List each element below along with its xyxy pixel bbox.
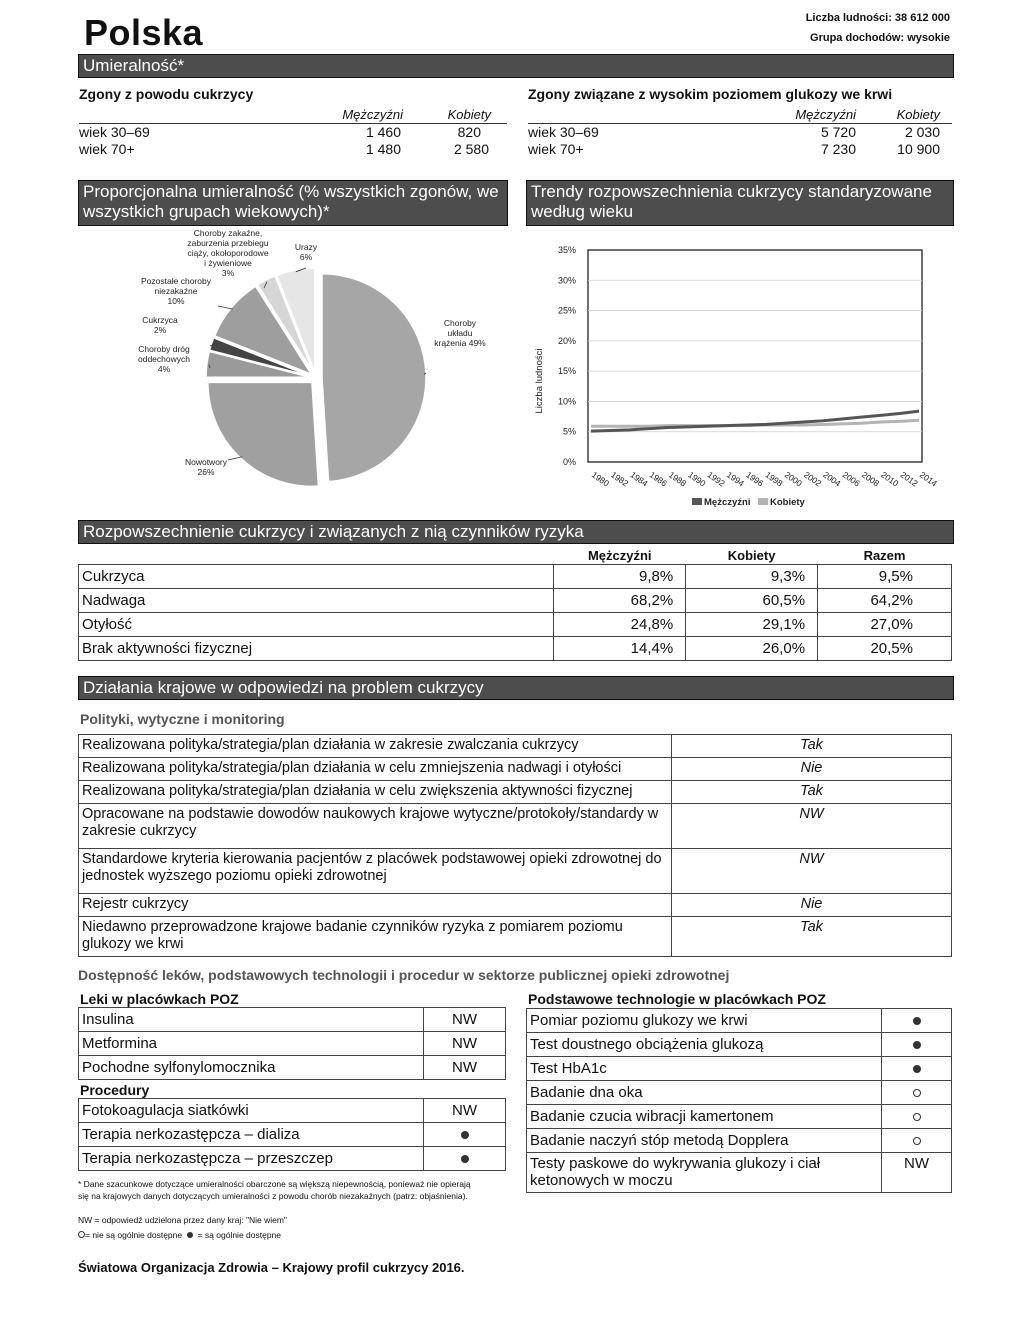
- table-row: Nadwaga 68,2% 60,5% 64,2%: [79, 589, 952, 613]
- medicines-title: Leki w placówkach POZ: [80, 991, 239, 1007]
- x-tick-label: 1998: [763, 469, 785, 489]
- legend-swatch: [758, 498, 768, 505]
- table-row: Fotokoagulacja siatkówki NW: [79, 1099, 506, 1123]
- table-row: Badanie naczyń stóp metodą Dopplera: [527, 1129, 952, 1153]
- y-axis-label: Liczba ludności: [534, 348, 545, 414]
- procedures-table: [78, 1098, 506, 1171]
- income-group: Grupa dochodów: wysokie: [810, 32, 950, 44]
- x-tick-label: 1980: [589, 469, 612, 489]
- table-row: wiek 30–69 1 460 820: [79, 123, 481, 140]
- note-nw: NW = odpowiedź udzielona przez dany kraj: "Nie wiem": [78, 1215, 287, 1225]
- y-tick-label: 0%: [562, 457, 576, 467]
- table-row: Pomiar poziomu glukozy we krwi: [527, 1009, 952, 1033]
- col-men: Mężczyźni: [587, 548, 652, 563]
- tech-title: Podstawowe technologie w placówkach POZ: [528, 991, 826, 1007]
- table-row: Test doustnego obciążenia glukozą: [527, 1033, 952, 1057]
- table-row: Badanie dna oka: [527, 1081, 952, 1105]
- x-tick-label: 1984: [628, 469, 650, 489]
- table-row: Metformina NW: [79, 1032, 506, 1056]
- table-row: Pochodne sylfonylomocznika NW: [79, 1056, 506, 1080]
- x-tick-label: 1988: [667, 469, 689, 489]
- pie-slice: [322, 274, 426, 482]
- x-tick-label: 2012: [898, 469, 920, 489]
- y-tick-label: 15%: [557, 366, 576, 377]
- country-title: Polska: [84, 12, 204, 53]
- available-dot-icon: [461, 1131, 469, 1139]
- not-available-ring-icon: [913, 1137, 921, 1145]
- y-tick-label: 5%: [562, 426, 576, 437]
- y-tick-label: 10%: [557, 396, 576, 407]
- pie-slice-label: Cukrzyca 2%: [142, 315, 178, 335]
- legend-label: Mężczyźni: [704, 497, 751, 508]
- table-row: wiek 70+ 1 480 2 580: [79, 140, 489, 157]
- pie-section-bar: Proporcjonalna umieralność (% wszystkich zgonów, we wszystkich grupach wiekowych)*: [78, 180, 508, 226]
- x-tick-label: 1996: [744, 469, 766, 489]
- pie-slice-label: Choroby dróg oddechowych 4%: [138, 344, 190, 374]
- table-row: wiek 30–69 5 720 2 030: [528, 123, 940, 140]
- x-tick-label: 2006: [840, 469, 862, 489]
- available-dot-icon: [913, 1065, 921, 1073]
- table-row: Brak aktywności fizycznej 14,4% 26,0% 20,5%: [79, 637, 952, 661]
- y-tick-label: 20%: [557, 335, 576, 346]
- y-tick-label: 35%: [557, 245, 576, 255]
- table-row: Cukrzyca 9,8% 9,3% 9,5%: [79, 565, 952, 589]
- not-available-ring-icon: [78, 1231, 85, 1238]
- x-tick-label: 1982: [609, 469, 631, 489]
- legend-label: Kobiety: [770, 497, 805, 508]
- table-row: Rejestr cukrzycy Nie: [79, 894, 952, 917]
- table-row: Terapia nerkozastępcza – przeszczep: [79, 1147, 506, 1171]
- table-row: Test HbA1c: [527, 1057, 952, 1081]
- table-row: Realizowana polityka/strategia/plan działania w celu zwiększenia aktywności fizycznej Tak: [79, 781, 952, 804]
- table-row: Realizowana polityka/strategia/plan działania w celu zmniejszenia nadwagi i otyłości Nie: [79, 758, 952, 781]
- pie-slice: [208, 382, 319, 486]
- table-row: Opracowane na podstawie dowodów naukowych krajowe wytyczne/protokoły/standardy w zakresie cukrzycy NW: [79, 804, 952, 849]
- col-total: Razem: [863, 548, 906, 563]
- risk-bar: Rozpowszechnienie cukrzycy i związanych z nią czynników ryzyka: [78, 520, 954, 544]
- pie-slice-label: Nowotwory 26%: [184, 457, 228, 477]
- x-tick-label: 1992: [705, 469, 727, 489]
- x-tick-label: 1994: [724, 469, 747, 489]
- diabetes-deaths-table: [79, 106, 507, 157]
- policies-table: [78, 734, 952, 957]
- col-men: Mężczyźni: [342, 106, 403, 122]
- table-row: Badanie czucia wibracji kamertonem: [527, 1105, 952, 1129]
- glucose-deaths-table: [528, 106, 952, 157]
- trend-line-chart: [526, 228, 954, 518]
- table-row: Testy paskowe do wykrywania glukozy i ciał ketonowych w moczu NW: [527, 1153, 952, 1193]
- x-tick-label: 2008: [859, 469, 882, 489]
- x-tick-label: 2000: [782, 469, 805, 489]
- pie-slice-label: Choroby układu krążenia 49%: [434, 318, 486, 348]
- trend-section-bar: Trendy rozpowszechnienia cukrzycy standaryzowane według wieku: [526, 180, 954, 226]
- table-row: Niedawno przeprowadzone krajowe badanie czynników ryzyka z pomiarem poziomu glukozy we krwi Tak: [79, 917, 952, 957]
- tech-table: [526, 1008, 952, 1193]
- footer: Światowa Organizacja Zdrowia – Krajowy profil cukrzycy 2016.: [78, 1260, 465, 1275]
- x-tick-label: 1990: [686, 469, 708, 489]
- legend-swatch: [692, 498, 702, 505]
- table-row: Insulina NW: [79, 1008, 506, 1032]
- x-tick-label: 1986: [647, 469, 669, 489]
- available-dot-icon: [913, 1041, 921, 1049]
- col-women: Kobiety: [896, 106, 940, 122]
- pie-slice-label: Choroby zakaźne, zaburzenia przebiegu ciąży, okołoporodowe i żywieniowe 3%: [187, 228, 269, 278]
- table-row: Standardowe kryteria kierowania pacjentów z placówek podstawowej opieki zdrowotnej do jednostek wyższego poziomu opieki zdrowotnej NW: [79, 849, 952, 894]
- glucose-deaths-title: Zgony związane z wysokim poziomem glukozy we krwi: [528, 86, 893, 102]
- pie-chart: [78, 228, 510, 518]
- population: Liczba ludności: 38 612 000: [805, 12, 950, 24]
- policies-title: Polityki, wytyczne i monitoring: [80, 711, 285, 727]
- table-row: Otyłość 24,8% 29,1% 27,0%: [79, 613, 952, 637]
- pie-slice-label: Pozostałe choroby niezakaźne 10%: [141, 276, 211, 306]
- x-tick-label: 2002: [802, 469, 824, 489]
- note-mortality: * Dane szacunkowe dotyczące umieralności obarczone są większą niepewnością, ponieważ nie opierają się na krajowych danych dotyczących umieralności z powodu chorób niezakaźnych (patrz: objaśnienia).: [78, 1179, 471, 1201]
- available-dot-icon: [187, 1232, 193, 1238]
- mortality-bar: Umieralność*: [78, 54, 954, 78]
- col-men: Mężczyźni: [795, 106, 856, 122]
- table-row: wiek 70+ 7 230 10 900: [528, 140, 940, 157]
- x-tick-label: 2014: [917, 469, 940, 489]
- diabetes-deaths-title: Zgony z powodu cukrzycy: [79, 86, 254, 102]
- note-legend: = nie są ogólnie dostępne = są ogólnie dostępne: [78, 1229, 281, 1241]
- y-tick-label: 30%: [557, 275, 576, 286]
- pie-slice-label: Urazy 6%: [294, 242, 318, 262]
- table-row: Realizowana polityka/strategia/plan działania w zakresie zwalczania cukrzycy Tak: [79, 735, 952, 758]
- x-tick-label: 2010: [879, 469, 901, 489]
- not-available-ring-icon: [913, 1113, 921, 1121]
- x-tick-label: 2004: [821, 469, 843, 489]
- table-row: Terapia nerkozastępcza – dializa: [79, 1123, 506, 1147]
- procedures-title: Procedury: [80, 1082, 150, 1098]
- national-response-bar: Działania krajowe w odpowiedzi na problem cukrzycy: [78, 676, 954, 700]
- available-dot-icon: [461, 1155, 469, 1163]
- availability-title: Dostępność leków, podstawowych technologii i procedur w sektorze publicznej opieki zdrowotnej: [78, 967, 730, 983]
- col-women: Kobiety: [727, 548, 776, 563]
- available-dot-icon: [913, 1017, 921, 1025]
- not-available-ring-icon: [913, 1089, 921, 1097]
- y-tick-label: 25%: [557, 305, 576, 316]
- col-women: Kobiety: [447, 106, 491, 122]
- risk-table: [78, 548, 952, 661]
- medicines-table: [78, 1007, 506, 1080]
